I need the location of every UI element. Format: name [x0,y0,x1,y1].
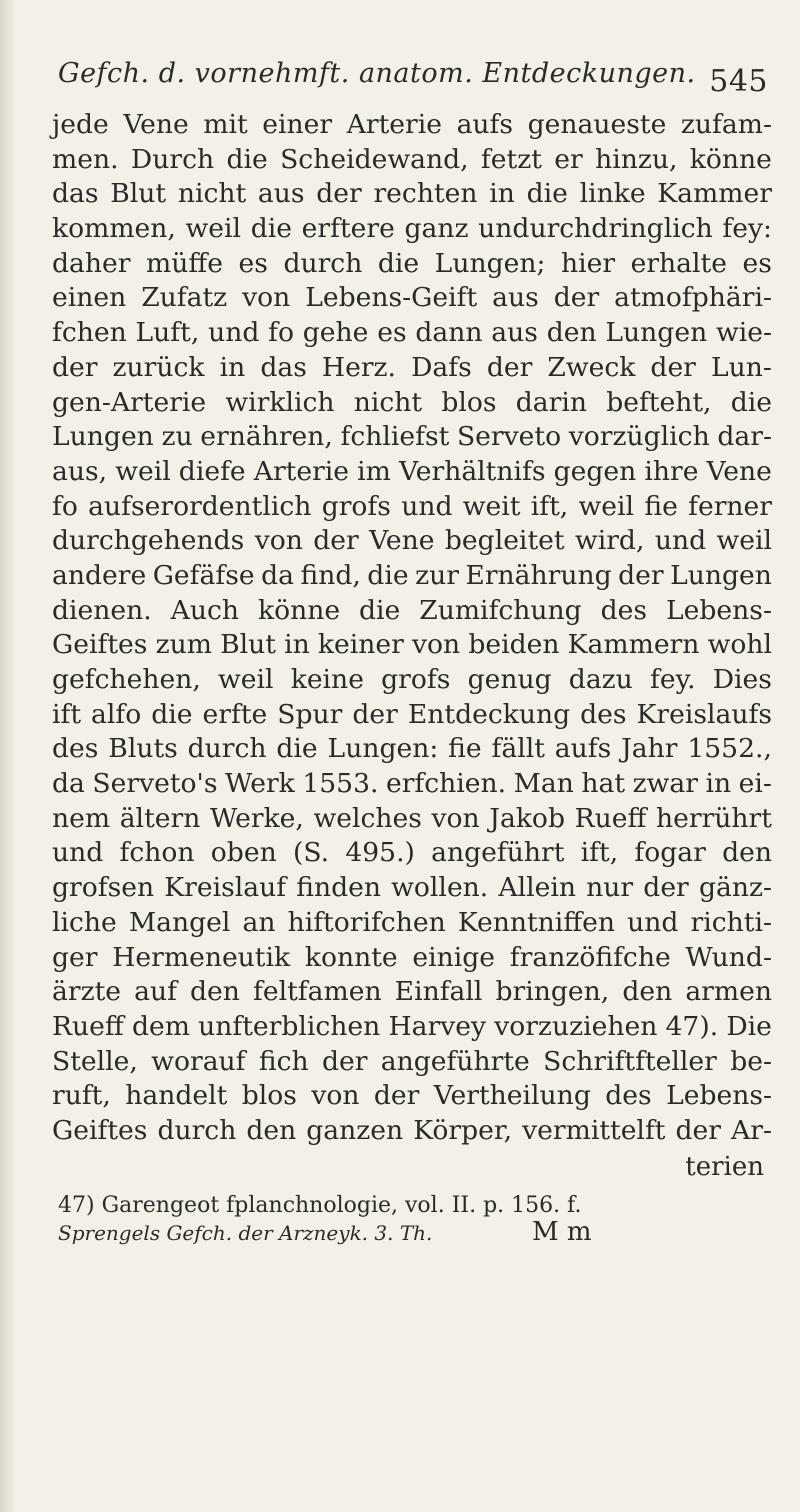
text-line: dienen. Auch könne die Zumifchung des Lebens- [52,594,772,626]
text-line: ruft, handelt blos von der Vertheilung des Lebens- [52,1080,772,1112]
page-footer [52,1216,772,1253]
text-line: men. Durch die Scheidewand, fetzt er hinzu, könne [52,143,772,175]
text-line: des Bluts durch die Lungen: fie fällt aufs Jahr 1552., [52,733,772,765]
text-line: ift alfo die erfte Spur der Entdeckung des Kreislaufs [52,698,772,730]
running-header [52,52,772,108]
signature-mark: M m [532,1216,592,1247]
text-line: grofsen Kreislauf finden wollen. Allein nur der gänz- [52,872,772,904]
catchword: terien [685,1151,764,1182]
text-line: kommen, weil die erftere ganz undurchdringlich fey: [52,213,772,245]
text-line: gen-Arterie wirklich nicht blos darin befteht, die [52,386,772,418]
text-line: nem ältern Werke, welches von Jakob Rueff herrührt [52,802,772,834]
text-line: und fchon oben (S. 495.) angeführt ift, fogar den [52,837,772,869]
text-line: gefchehen, weil keine grofs genug dazu fey. Dies [52,664,772,695]
text-line: ger Hermeneutik konnte einige franzöfifche Wund- [52,941,772,973]
text-line: Lungen zu ernähren, fchliefst Serveto vorzüglich dar- [52,421,772,453]
page-number: 545 [709,64,768,99]
text-line: fchen Luft, und fo gehe es dann aus den Lungen wie- [52,317,772,349]
text-line: liche Mangel an hiftorifchen Kenntniffen und richti- [52,906,772,938]
footnote: 47) Garengeot fplanchnologie, vol. II. p. 156. f. [58,1192,582,1218]
page-gutter [0,0,14,1512]
text-line: fo aufserordentlich grofs und weit ift, weil fie ferner [52,490,772,522]
book-page [52,52,772,1253]
text-line: einen Zufatz von Lebens-Geift aus der atmofphäri- [52,282,772,314]
text-line: da Serveto's Werk 1553. erfchien. Man hat zwar in ei- [52,768,772,800]
text-line: aus, weil diefe Arterie im Verhältnifs gegen ihre Vene [52,455,772,487]
footer-running-title: Sprengels Gefch. der Arzneyk. 3. Th. [58,1220,433,1245]
text-line: der zurück in das Herz. Dafs der Zweck der Lun- [52,351,772,383]
text-line: das Blut nicht aus der rechten in die linke Kammer [52,178,772,210]
text-line: durchgehends von der Vene begleitet wird, und weil [52,525,772,557]
text-line: Geiftes durch den ganzen Körper, vermittelft der Ar- [52,1114,772,1146]
text-line: jede Vene mit einer Arterie aufs genaueste zufam- [52,109,772,140]
body-text [52,108,772,1149]
text-line: Rueff dem unfterblichen Harvey vorzuziehen 47). Die [52,1010,772,1042]
text-line: daher müffe es durch die Lungen; hier erhalte es [52,247,772,279]
header-title: Gefch. d. vornehmft. anatom. Entdeckungen. [58,58,696,89]
text-line: Stelle, worauf fich der angeführte Schriftfteller be- [52,1045,772,1077]
text-line: Geiftes zum Blut in keiner von beiden Kammern wohl [52,629,772,661]
text-line: ärzte auf den feltfamen Einfall bringen, den armen [52,976,772,1008]
text-line: andere Gefäfse da find, die zur Ernährung der Lungen [52,559,772,591]
